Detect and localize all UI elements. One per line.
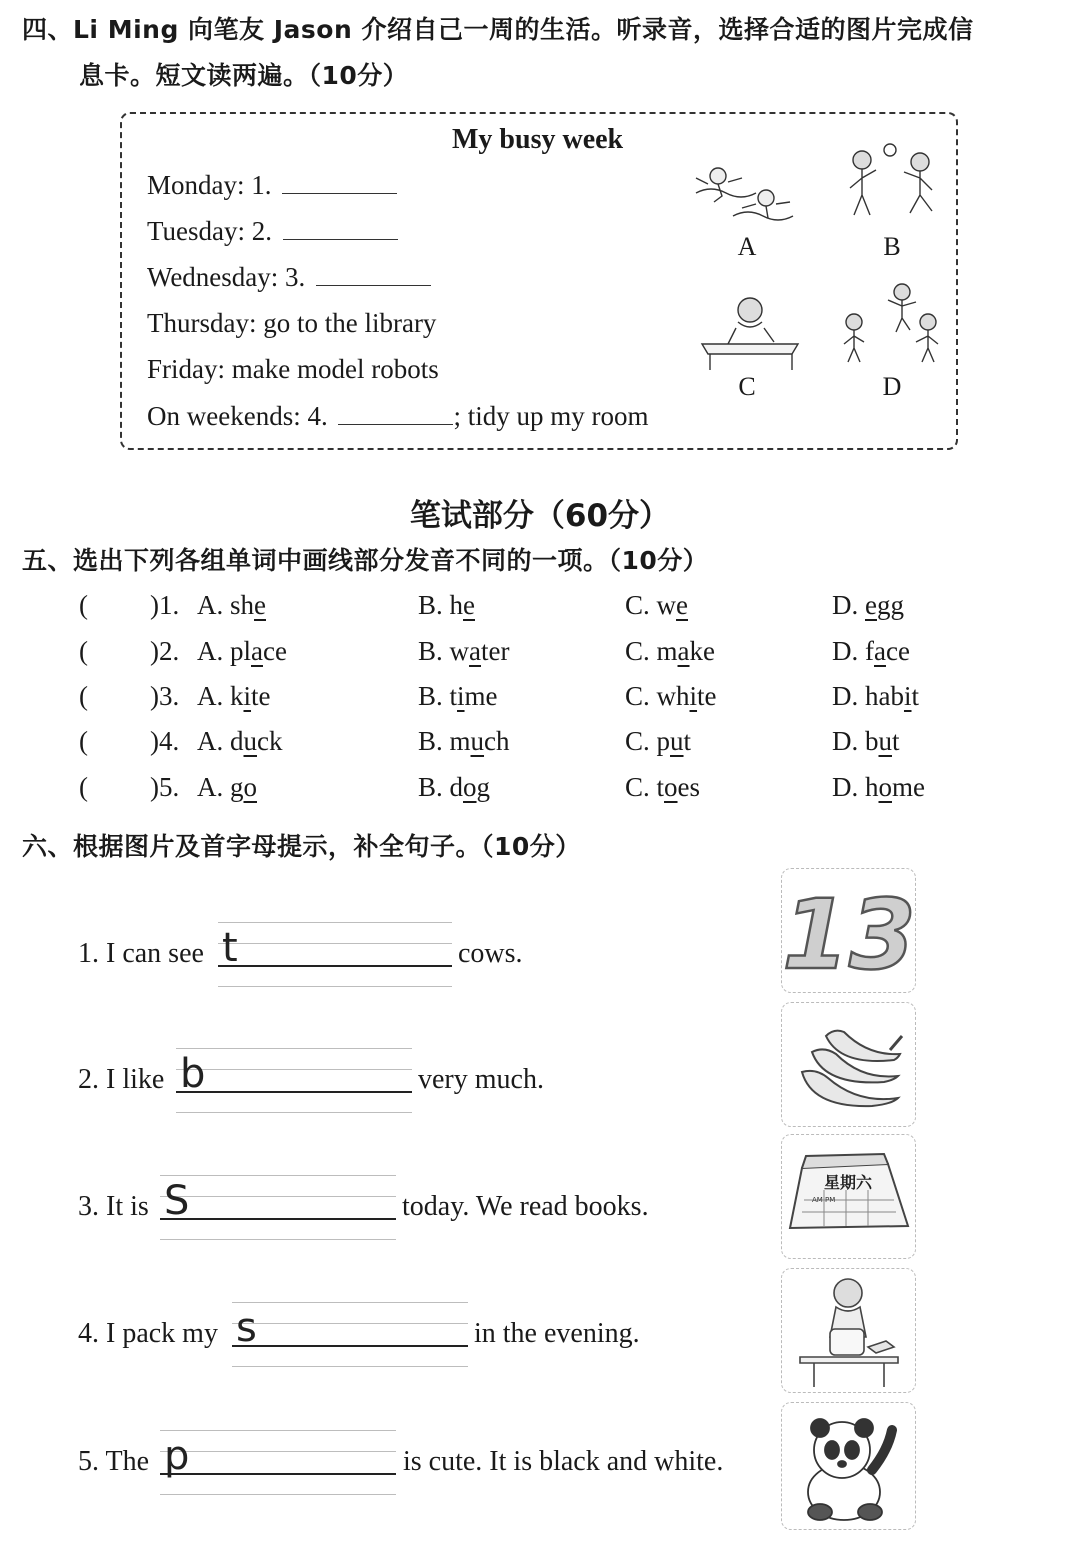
underlined-part: o (878, 772, 892, 802)
option-text: ter (481, 636, 510, 666)
writing-guide-line (176, 1048, 412, 1049)
option-text: gg (876, 590, 904, 620)
card-line-label: Wednesday: 3. (147, 262, 306, 292)
option-c[interactable] (625, 726, 691, 757)
option-text: D. h (832, 772, 879, 802)
picture-label-d: D (882, 372, 902, 401)
answer-paren-open[interactable]: ( (79, 590, 88, 620)
answer-paren-open[interactable]: ( (79, 636, 88, 666)
option-text: A. d (197, 726, 244, 756)
answer-blank-1[interactable] (282, 175, 397, 194)
underlined-part: u (878, 726, 892, 756)
underlined-part: u (670, 726, 684, 756)
picture-box-4 (781, 1268, 916, 1393)
card-line-label: Tuesday: 2. (147, 216, 273, 246)
writing-baseline[interactable] (160, 1218, 396, 1220)
option-b[interactable] (418, 636, 509, 667)
first-letter-hint: b (180, 1051, 206, 1097)
option-a[interactable] (197, 681, 271, 712)
section4-heading-line2: 息卡。短文读两遍。（10分） (79, 61, 409, 90)
first-letter-hint: S (164, 1178, 190, 1224)
writing-baseline[interactable] (232, 1345, 468, 1347)
section6-heading: 六、根据图片及首字母提示，补全句子。（10分） (22, 832, 581, 861)
writing-guide-line (232, 1302, 468, 1303)
writing-guide-line (176, 1069, 412, 1070)
underlined-part: o (664, 772, 678, 802)
option-text: te (697, 681, 717, 711)
writing-guide-line (218, 986, 452, 987)
writing-guide-line (160, 1175, 396, 1176)
writing-guide-line (232, 1366, 468, 1367)
option-c[interactable] (625, 590, 688, 621)
written-part-title: 笔试部分（60分） (409, 498, 671, 534)
option-text: D. hab (832, 681, 904, 711)
writing-guide-line (160, 1451, 396, 1452)
underlined-part: a (874, 636, 886, 666)
sentence-suffix: cows. (458, 938, 523, 969)
picture-label-c: C (738, 372, 756, 401)
option-c[interactable] (625, 681, 717, 712)
first-letter-hint: t (222, 925, 238, 971)
answer-blank-4[interactable] (338, 406, 453, 425)
card-line-label: On weekends: 4. (147, 401, 328, 431)
option-b[interactable] (418, 772, 490, 803)
card-line-after: ; tidy up my room (453, 401, 649, 431)
option-text: B. h (418, 590, 464, 620)
underlined-part: u (470, 726, 485, 756)
underlined-part: a (677, 636, 690, 666)
bananas-icon (790, 1010, 908, 1120)
panda-icon (790, 1406, 908, 1526)
boy-packing-schoolbag-icon (790, 1271, 908, 1391)
card-line-tuesday (147, 216, 398, 247)
option-a[interactable] (197, 772, 257, 803)
writing-guide-line (160, 1196, 396, 1197)
number-13-text: 13 (781, 878, 916, 991)
sentence-suffix: today. We read books. (402, 1191, 649, 1222)
desk-calendar-saturday-icon (784, 1142, 914, 1252)
underlined-part: o (243, 772, 257, 802)
answer-paren-open[interactable]: ( (79, 772, 88, 802)
option-c[interactable] (625, 772, 700, 803)
option-text: D. (832, 590, 865, 620)
writing-guide-line (218, 922, 452, 923)
option-text: B. d (418, 772, 464, 802)
writing-guide-line (160, 1239, 396, 1240)
option-text: ce (885, 636, 910, 666)
first-letter-hint: p (164, 1433, 190, 1479)
option-text: me (892, 772, 925, 802)
swimming-children-icon (688, 148, 808, 238)
sentence-prefix: 1. I can see (78, 938, 204, 969)
option-d[interactable] (832, 772, 925, 803)
option-a[interactable] (197, 636, 287, 667)
question-number: )5. (150, 772, 180, 802)
option-d[interactable] (832, 636, 910, 667)
writing-guide-line (176, 1112, 412, 1113)
underlined-part: i (243, 681, 252, 711)
writing-guide-line (160, 1430, 396, 1431)
underlined-part: o (463, 772, 477, 802)
picture-box-5 (781, 1402, 916, 1530)
option-text: ke (689, 636, 715, 666)
writing-baseline[interactable] (160, 1473, 396, 1475)
option-text: D. f (832, 636, 874, 666)
option-text: C. p (625, 726, 671, 756)
option-text: A. sh (197, 590, 255, 620)
writing-baseline[interactable] (176, 1091, 412, 1093)
option-text: ch (484, 726, 510, 756)
option-a[interactable] (197, 726, 282, 757)
writing-guide-line (160, 1494, 396, 1495)
option-b[interactable] (418, 681, 498, 712)
underlined-part: a (251, 636, 263, 666)
answer-blank-3[interactable] (316, 267, 431, 286)
option-d[interactable] (832, 726, 900, 757)
calendar-small-text: AM PM (811, 1195, 835, 1204)
picture-box-2 (781, 1002, 916, 1127)
calendar-text: 星期六 (823, 1172, 872, 1192)
option-text: D. b (832, 726, 879, 756)
writing-guide-line (218, 943, 452, 944)
boy-writing-at-desk-icon (688, 288, 808, 378)
picture-label-b: B (883, 232, 901, 261)
option-text: t (892, 726, 900, 756)
writing-guide-line (232, 1323, 468, 1324)
card-line-label: Monday: 1. (147, 170, 272, 200)
underlined-part: e (463, 590, 475, 620)
number-13-icon (781, 876, 916, 991)
underlined-part: i (689, 681, 698, 711)
option-d[interactable] (832, 681, 919, 712)
card-line-weekends (147, 401, 648, 432)
sentence-suffix: very much. (418, 1064, 544, 1095)
card-line-monday (147, 170, 397, 201)
card-line-friday: Friday: make model robots (147, 354, 439, 384)
card-line-thursday: Thursday: go to the library (147, 308, 437, 338)
sentence-suffix: is cute. It is black and white. (403, 1446, 724, 1477)
ball-playing-children-icon (832, 138, 952, 228)
option-text: ce (262, 636, 287, 666)
picture-label-a: A (737, 232, 757, 261)
option-text: B. t (418, 681, 458, 711)
option-text: C. w (625, 590, 677, 620)
first-letter-hint: s (236, 1305, 257, 1351)
sentence-prefix: 3. It is (78, 1191, 149, 1222)
option-b[interactable] (418, 726, 510, 757)
question-number: )3. (150, 681, 180, 711)
sentence-prefix: 4. I pack my (78, 1318, 218, 1349)
underlined-part: e (676, 590, 688, 620)
answer-paren-open[interactable]: ( (79, 681, 88, 711)
picture-box-1 (781, 868, 916, 993)
writing-baseline[interactable] (218, 965, 452, 967)
option-text: A. k (197, 681, 244, 711)
option-text: me (464, 681, 498, 711)
card-line-wednesday (147, 262, 431, 293)
picture-box-3 (781, 1134, 916, 1259)
option-text: es (677, 772, 701, 802)
question-number: )2. (150, 636, 180, 666)
sentence-prefix: 2. I like (78, 1064, 165, 1095)
sentence-prefix: 5. The (78, 1446, 150, 1477)
underlined-part: i (903, 681, 912, 711)
option-text: ck (257, 726, 283, 756)
section4-heading-line1: 四、Li Ming 向笔友 Jason 介绍自己一周的生活。听录音，选择合适的图片完成信 (22, 15, 974, 44)
question-number: )1. (150, 590, 180, 620)
option-text: C. t (625, 772, 665, 802)
underlined-part: e (254, 590, 266, 620)
underlined-part: u (243, 726, 257, 756)
option-text: t (683, 726, 692, 756)
question-number: )4. (150, 726, 180, 756)
children-dancing-icon (832, 278, 952, 368)
option-text: B. w (418, 636, 470, 666)
option-text: C. m (625, 636, 678, 666)
answer-blank-2[interactable] (283, 221, 398, 240)
option-text: B. m (418, 726, 471, 756)
option-a[interactable] (197, 590, 266, 621)
sentence-suffix: in the evening. (474, 1318, 640, 1349)
option-b[interactable] (418, 590, 475, 621)
option-d[interactable] (832, 590, 904, 621)
section5-heading: 五、选出下列各组单词中画线部分发音不同的一项。（10分） (22, 546, 709, 575)
option-text: A. g (197, 772, 244, 802)
underlined-part: a (469, 636, 481, 666)
underlined-part: e (865, 590, 877, 620)
card-title: My busy week (452, 124, 624, 155)
option-text: C. wh (625, 681, 690, 711)
option-text: te (251, 681, 271, 711)
answer-paren-open[interactable]: ( (79, 726, 88, 756)
option-text: t (911, 681, 920, 711)
option-text: g (476, 772, 491, 802)
option-text: A. pl (197, 636, 251, 666)
option-c[interactable] (625, 636, 715, 667)
underlined-part: i (457, 681, 465, 711)
